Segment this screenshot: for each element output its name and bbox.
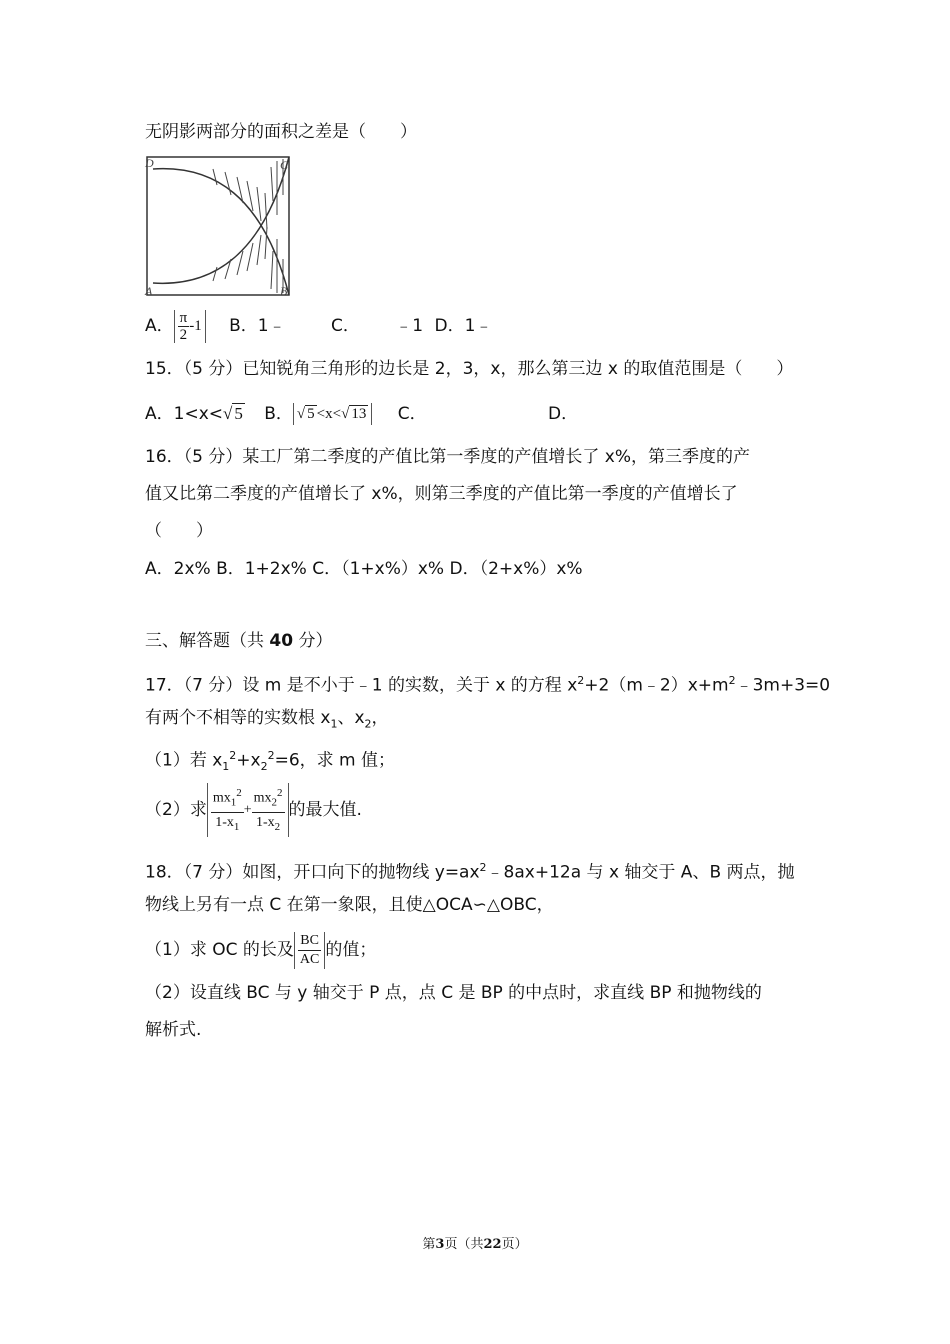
q18-line1: 18．（7 分）如图，开口向下的抛物线 $y=ax^2﹣8ax+12a$ 与 x 轴交于 A、B 两点，抛 — [145, 861, 795, 883]
q14-opt-c: C． — [331, 316, 360, 336]
label-b: B — [280, 284, 288, 298]
q16-options: A．2x% B．1+2x% C．（1+x%）x% D．（2+x%）x% — [145, 559, 583, 579]
q16-line2: 值又比第二季度的产值增长了 x%，则第三季度的产值比第一季度的产值增长了 — [145, 484, 738, 504]
q14-opt-a-tail: -1 — [189, 317, 202, 334]
q15-stem: 15．（5 分）已知锐角三角形的边长是 2，3，x，那么第三边 x 的取值范围是（ ） — [145, 359, 794, 379]
q17-fraction-expr: $\frac{mx_1^2}{1-x_1}$ + $\frac{mx_2^2}{1-x_2}$ — [207, 783, 289, 837]
q17-part1: （1）若 $x_1^2+x_2^2=6$，求 m 值； — [145, 749, 396, 774]
q14-opt-a-math — [174, 310, 206, 343]
q18-bc-ac-frac: $\frac{BC}{AC}$ — [294, 932, 325, 969]
q15-opt-a-prefix: A．1<x< — [145, 404, 223, 424]
q18-part2-line2: 解析式. — [145, 1020, 202, 1040]
q14-figure — [143, 155, 295, 300]
q14-opt-a-num: π — [179, 309, 188, 326]
q14-opt-d: D．1﹣ — [434, 316, 493, 336]
q15-opt-b-prefix: B． — [264, 404, 293, 424]
q14-opt-a-den: 2 — [179, 326, 188, 343]
q15-opt-c: C． — [397, 404, 427, 424]
q15-opt-b-math: √ 5 <x<√ 13 — [293, 403, 372, 426]
q16-line1: 16．（5 分）某工厂第二季度的产值比第一季度的产值增长了 x%，第三季度的产 — [145, 447, 750, 467]
page-footer: 第3页（共22页） — [422, 1237, 528, 1252]
q14-opt-b: B．1﹣ — [229, 316, 286, 336]
q18-part2-line1: （2）设直线 BC 与 y 轴交于 P 点，点 C 是 BP 的中点时，求直线 BP 和抛物线的 — [145, 983, 762, 1003]
q18-part1: （1）求 OC 的长及 $\frac{BC}{AC}$ 的值； — [145, 932, 377, 967]
q17-part2: （2）求 $\frac{mx_1^2}{1-x_1}$ + $\frac{mx_2^2}{1-x_2}$ 的最大值. — [145, 782, 362, 838]
section-heading: 三、解答题（共 40 分） — [145, 631, 333, 651]
q15-opt-d: D． — [548, 404, 579, 424]
label-c: C — [280, 158, 289, 172]
q14-options — [145, 306, 492, 346]
q15-opt-a-sqrt: √ 5 — [223, 404, 243, 423]
q17-line2: 有两个不相等的实数根 $x_1$、$x_2$， — [145, 708, 389, 731]
q18-line2: 物线上另有一点 C 在第一象限，且使△OCA∽△OBC， — [145, 895, 554, 915]
label-d: D — [145, 156, 154, 170]
q14-opt-c-tail: ﹣1 — [395, 316, 424, 336]
q16-line3: （ ） — [145, 521, 213, 541]
q14-stem-tail: 无阴影两部分的面积之差是（ ） — [145, 122, 417, 142]
q14-opt-a-prefix: A． — [145, 316, 174, 336]
label-a: A — [145, 284, 153, 298]
q17-line1: 17．（7 分）设 m 是不小于﹣1 的实数，关于 x 的方程 $x^2+2(m﹣2)x+m^2﹣3m+3=0$ — [145, 674, 831, 696]
q15-options — [145, 400, 578, 428]
